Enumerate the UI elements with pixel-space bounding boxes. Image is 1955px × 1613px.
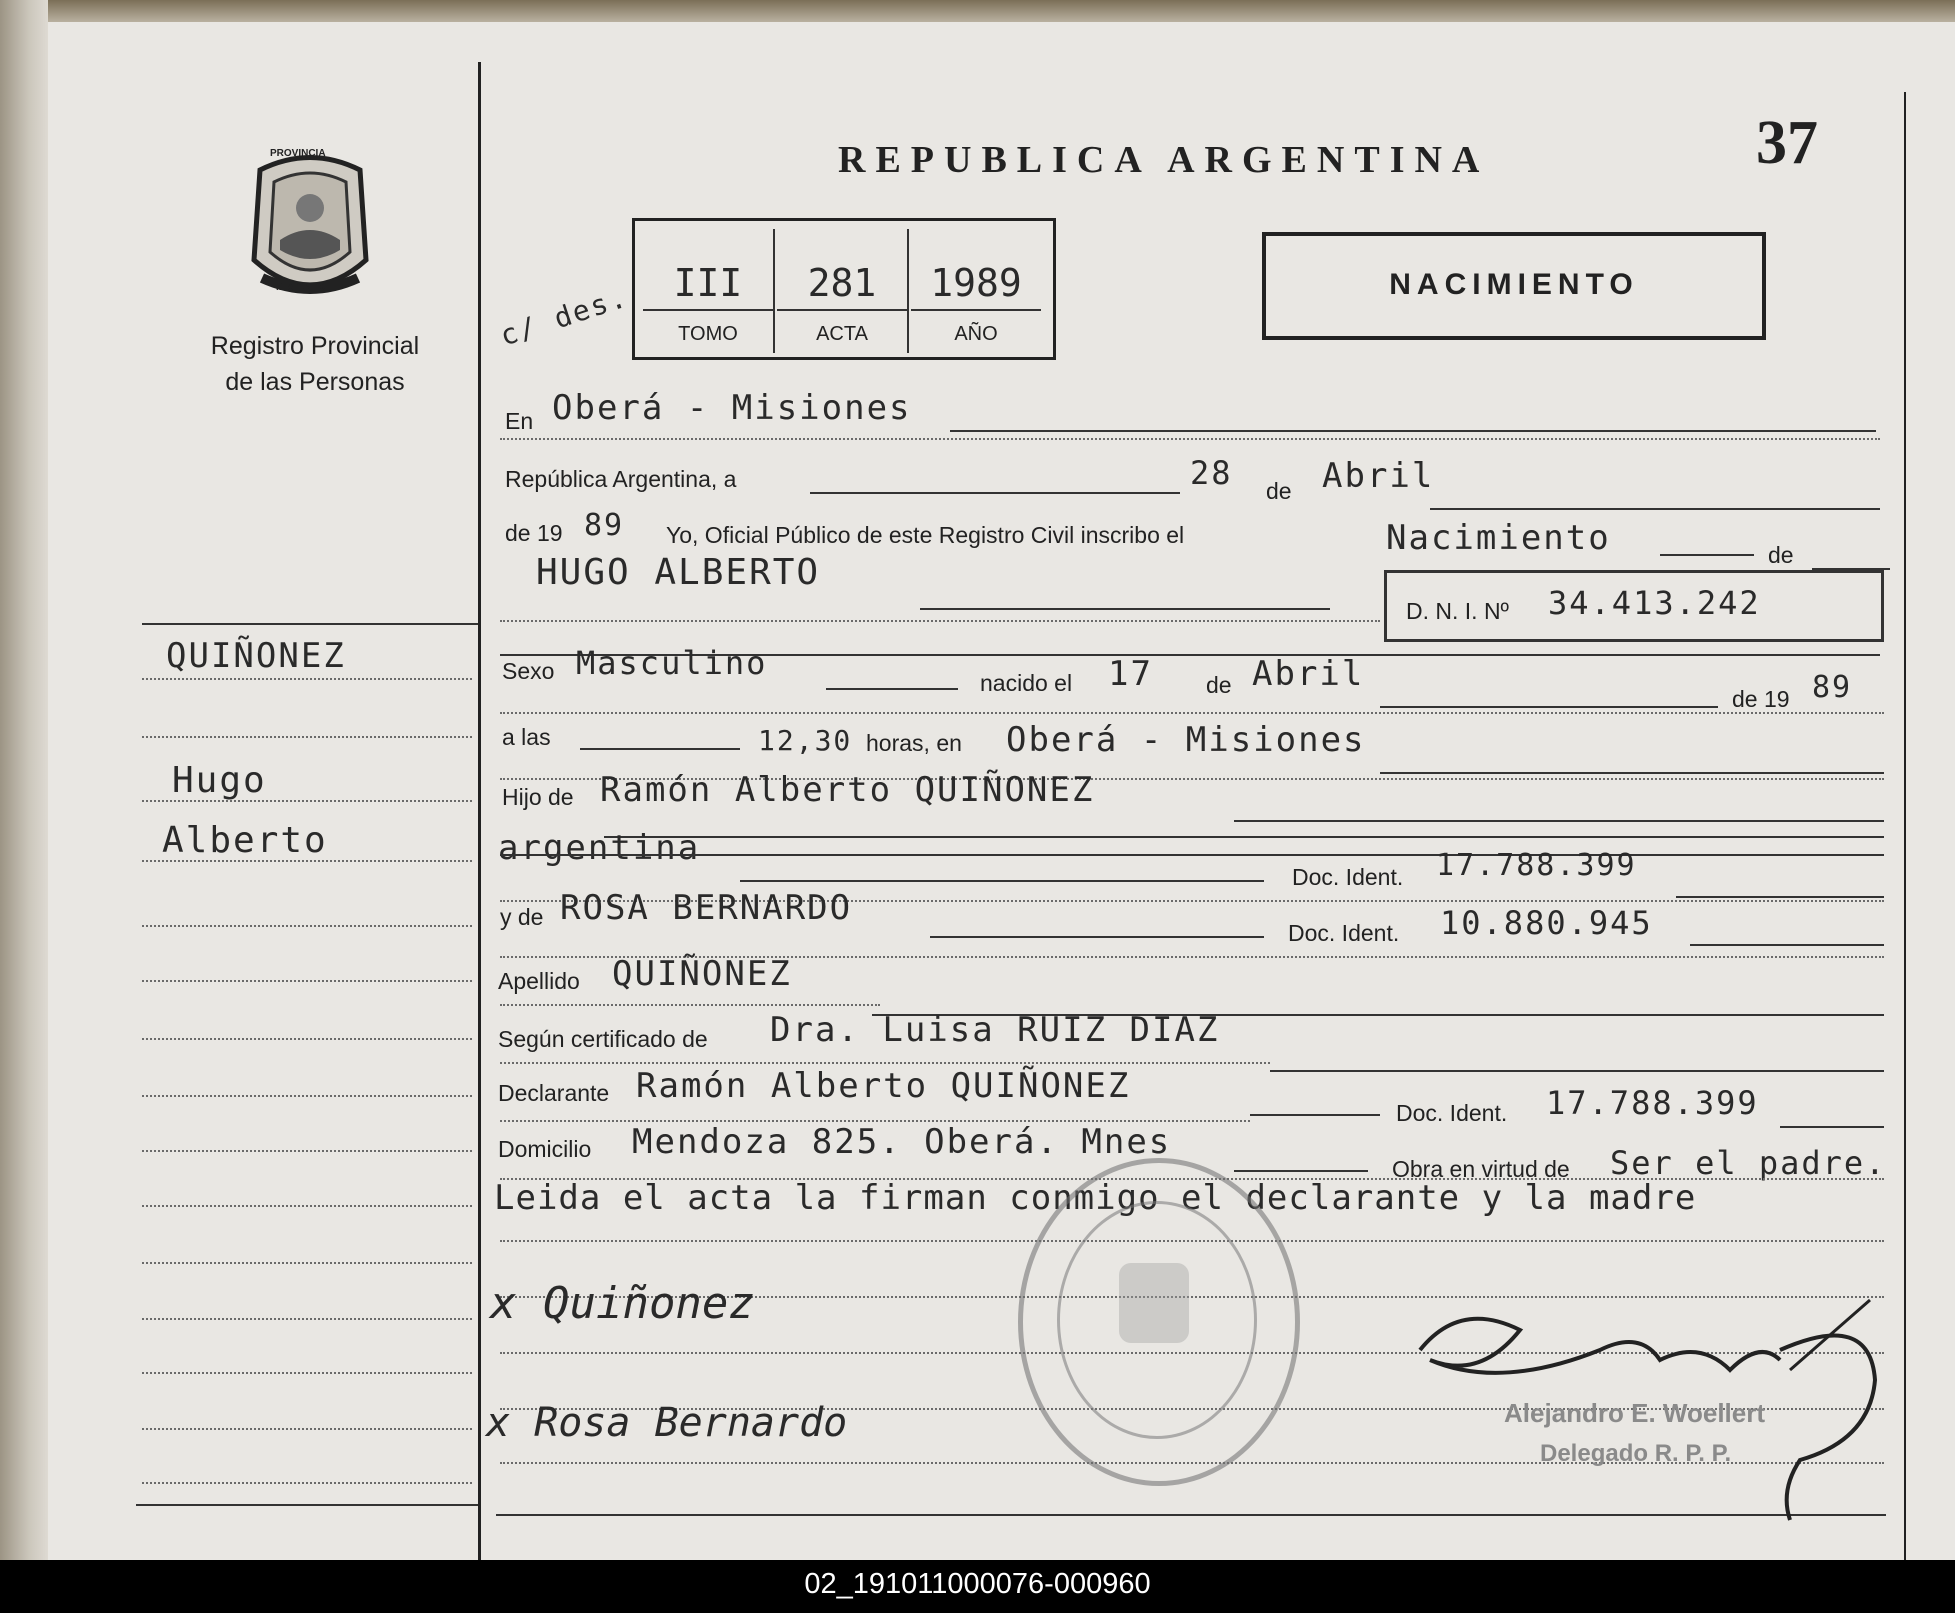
right-border [1904,92,1906,1560]
acta-value: 281 [807,261,877,305]
year-value: 89 [584,508,625,543]
yo-text: Yo, Oficial Público de este Registro Civil inscribo el [666,522,1185,548]
book-reference-box [632,218,1056,360]
signature-declarant: x Quiñonez [490,1278,755,1329]
day-value: 28 [1190,454,1233,492]
closing-text: Leida el acta la firman conmigo el declarante y la madre [494,1178,1697,1218]
apellido-label: Apellido [498,968,580,994]
margin-first-name: Hugo [172,760,267,801]
book-binding [0,0,1955,22]
mother-doc: 10.880.945 [1440,904,1653,942]
acto-value: Nacimiento [1386,518,1611,558]
signature-mother: x Rosa Bernardo [486,1400,848,1446]
official-name: Alejandro E. Woellert [1504,1398,1766,1428]
book-spine [0,0,48,1560]
sexo-value: Masculino [576,644,768,682]
mother-name: ROSA BERNARDO [560,888,853,928]
page-title: REPUBLICA ARGENTINA [838,139,1490,181]
segun-label: Según certificado de [498,1026,708,1052]
birth-place: Oberá - Misiones [1006,720,1366,760]
hijo-label: Hijo de [502,784,574,810]
anio-value: 1989 [930,261,1022,305]
nacido-label: nacido el [980,670,1073,696]
doc-label: Doc. Ident. [1292,864,1404,890]
record-type: NACIMIENTO [1389,268,1639,301]
father-nationality: argentina [498,828,701,868]
domicilio-label: Domicilio [498,1136,592,1162]
official-role: Delegado R. P. P. [1540,1440,1732,1467]
emblem-top-text: PROVINCIA [270,148,326,159]
margin-second-name: Alberto [162,820,328,861]
margin-divider [478,62,481,1560]
registry-name [180,328,450,400]
dni-value: 34.413.242 [1548,584,1761,622]
apellido-value: QUIÑONEZ [612,954,792,994]
de19-label-2: de 19 [1732,686,1790,712]
father-name: Ramón Alberto QUIÑONEZ [600,770,1095,810]
doc-label-2: Doc. Ident. [1288,920,1400,946]
birth-month: Abril [1252,654,1365,694]
birth-day: 17 [1108,654,1153,694]
obra-label: Obra en virtud de [1392,1156,1570,1182]
declarante-value: Ramón Alberto QUIÑONEZ [636,1066,1131,1106]
birth-year: 89 [1812,670,1853,705]
horas-label: horas, en [866,730,962,756]
alas-label: a las [502,724,551,750]
declarante-doc: 17.788.399 [1546,1084,1759,1122]
tomo-value: III [673,261,743,305]
de19-label: de 19 [505,520,563,546]
margin-top-rule [142,623,478,625]
de-label-3: de [1206,672,1232,698]
father-doc: 17.788.399 [1436,848,1637,883]
page-number: 37 [1756,109,1818,177]
en-value: Oberá - Misiones [552,388,912,428]
obra-value: Ser el padre. [1610,1144,1887,1182]
misiones-coat-of-arms-icon [240,150,380,300]
archive-code: 02_191011000076-000960 [0,1560,1955,1613]
republica-label: República Argentina, a [505,466,737,492]
dni-label: D. N. I. Nº [1406,598,1509,624]
copy-annotation: c/ des. [496,280,632,353]
de-label: de [1266,478,1292,504]
hour-value: 12,30 [758,724,853,757]
segun-value: Dra. Luisa RUIZ DIAZ [770,1010,1220,1050]
tomo-label: TOMO [678,323,738,345]
registry-line-1: Registro Provincial [210,332,420,360]
domicilio-value: Mendoza 825. Oberá. Mnes [632,1122,1172,1162]
record-type-box [1262,232,1766,340]
emblem-bottom-text: MISIONES [276,282,325,293]
de-label-2: de [1768,542,1794,568]
registered-name: HUGO ALBERTO [536,552,821,593]
acta-label: ACTA [816,323,868,345]
registry-line-2: de las Personas [225,368,405,396]
month-value: Abril [1322,456,1435,496]
doc-label-3: Doc. Ident. [1396,1100,1508,1126]
yde-label: y de [500,904,544,930]
en-label: En [505,408,534,434]
official-stamp [1018,1158,1300,1486]
sexo-label: Sexo [502,658,555,684]
margin-surname: QUIÑONEZ [166,636,346,676]
declarante-label: Declarante [498,1080,610,1106]
anio-label: AÑO [954,323,998,345]
